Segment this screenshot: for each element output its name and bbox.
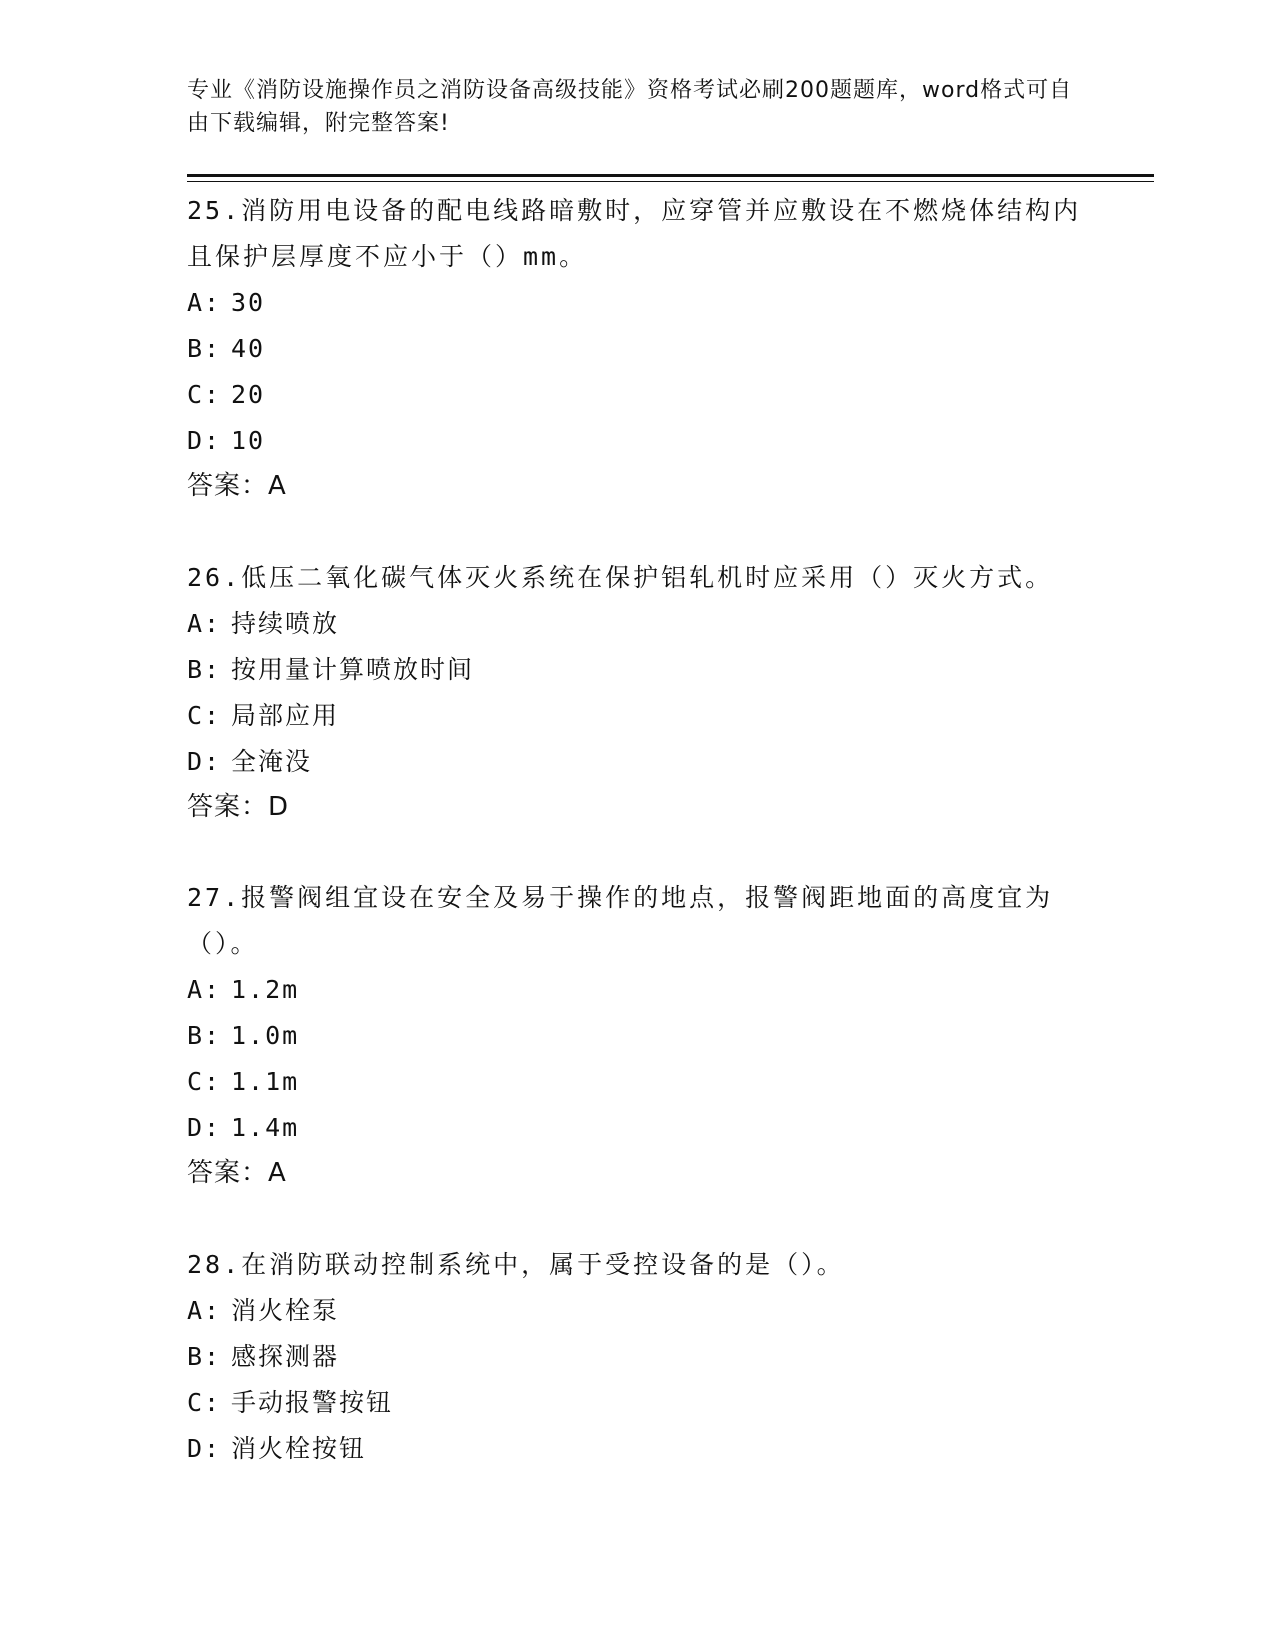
option-key: C: bbox=[187, 701, 222, 730]
question-stem: 25.消防用电设备的配电线路暗敷时，应穿管并应敷设在不燃烧体结构内且保护层厚度不应小于（）mm。 bbox=[187, 196, 1082, 271]
option-b bbox=[187, 1334, 1087, 1380]
option-d bbox=[187, 1426, 1087, 1472]
option-key: D: bbox=[187, 1434, 222, 1463]
option-a bbox=[187, 1288, 1087, 1334]
option-a bbox=[187, 967, 1087, 1013]
option-text: 手动报警按钮 bbox=[231, 1388, 394, 1417]
option-text: 40 bbox=[231, 334, 266, 363]
option-b bbox=[187, 1013, 1087, 1059]
answer-line: 答案：D bbox=[187, 792, 290, 822]
question-27 bbox=[187, 875, 1087, 1195]
option-text: 10 bbox=[231, 426, 266, 455]
header-divider-thin bbox=[187, 181, 1154, 182]
question-stem: 26.低压二氧化碳气体灭火系统在保护铝轧机时应采用（）灭火方式。 bbox=[187, 563, 1054, 592]
answer-line: 答案：A bbox=[187, 471, 287, 501]
option-text: 持续喷放 bbox=[231, 609, 340, 638]
option-text: 按用量计算喷放时间 bbox=[231, 655, 475, 684]
question-stem: 27.报警阀组宜设在安全及易于操作的地点，报警阀距地面的高度宜为（）。 bbox=[187, 883, 1054, 958]
option-c bbox=[187, 693, 1087, 739]
option-text: 消火栓泵 bbox=[231, 1296, 340, 1325]
question-25 bbox=[187, 188, 1087, 508]
option-key: B: bbox=[187, 655, 222, 684]
option-c bbox=[187, 1059, 1087, 1105]
option-d bbox=[187, 1105, 1087, 1151]
answer-line: 答案：A bbox=[187, 1158, 287, 1188]
option-key: A: bbox=[187, 1296, 222, 1325]
question-28 bbox=[187, 1242, 1087, 1472]
option-key: D: bbox=[187, 747, 222, 776]
option-key: C: bbox=[187, 1388, 222, 1417]
option-text: 消火栓按钮 bbox=[231, 1434, 367, 1463]
question-stem: 28.在消防联动控制系统中，属于受控设备的是（）。 bbox=[187, 1250, 845, 1279]
option-key: D: bbox=[187, 1113, 222, 1142]
option-key: B: bbox=[187, 1342, 222, 1371]
option-key: C: bbox=[187, 380, 222, 409]
option-text: 30 bbox=[231, 288, 266, 317]
option-key: A: bbox=[187, 609, 222, 638]
option-text: 1.4m bbox=[231, 1113, 300, 1142]
option-key: B: bbox=[187, 1021, 222, 1050]
option-key: C: bbox=[187, 1067, 222, 1096]
option-text: 1.0m bbox=[231, 1021, 300, 1050]
option-text: 局部应用 bbox=[231, 701, 340, 730]
option-d bbox=[187, 418, 1087, 464]
option-c bbox=[187, 372, 1087, 418]
option-c bbox=[187, 1380, 1087, 1426]
option-b bbox=[187, 647, 1087, 693]
header-divider-thick bbox=[187, 174, 1154, 177]
option-b bbox=[187, 326, 1087, 372]
option-key: A: bbox=[187, 288, 222, 317]
document-header: 专业《消防设施操作员之消防设备高级技能》资格考试必刷200题题库，word格式可自由下载编辑，附完整答案! bbox=[187, 78, 1073, 136]
option-text: 1.2m bbox=[231, 975, 300, 1004]
question-26 bbox=[187, 555, 1087, 829]
option-key: B: bbox=[187, 334, 222, 363]
option-key: D: bbox=[187, 426, 222, 455]
option-text: 20 bbox=[231, 380, 266, 409]
option-text: 全淹没 bbox=[231, 747, 313, 776]
option-d bbox=[187, 739, 1087, 785]
option-a bbox=[187, 601, 1087, 647]
option-text: 感探测器 bbox=[231, 1342, 340, 1371]
option-a bbox=[187, 280, 1087, 326]
option-text: 1.1m bbox=[231, 1067, 300, 1096]
option-key: A: bbox=[187, 975, 222, 1004]
